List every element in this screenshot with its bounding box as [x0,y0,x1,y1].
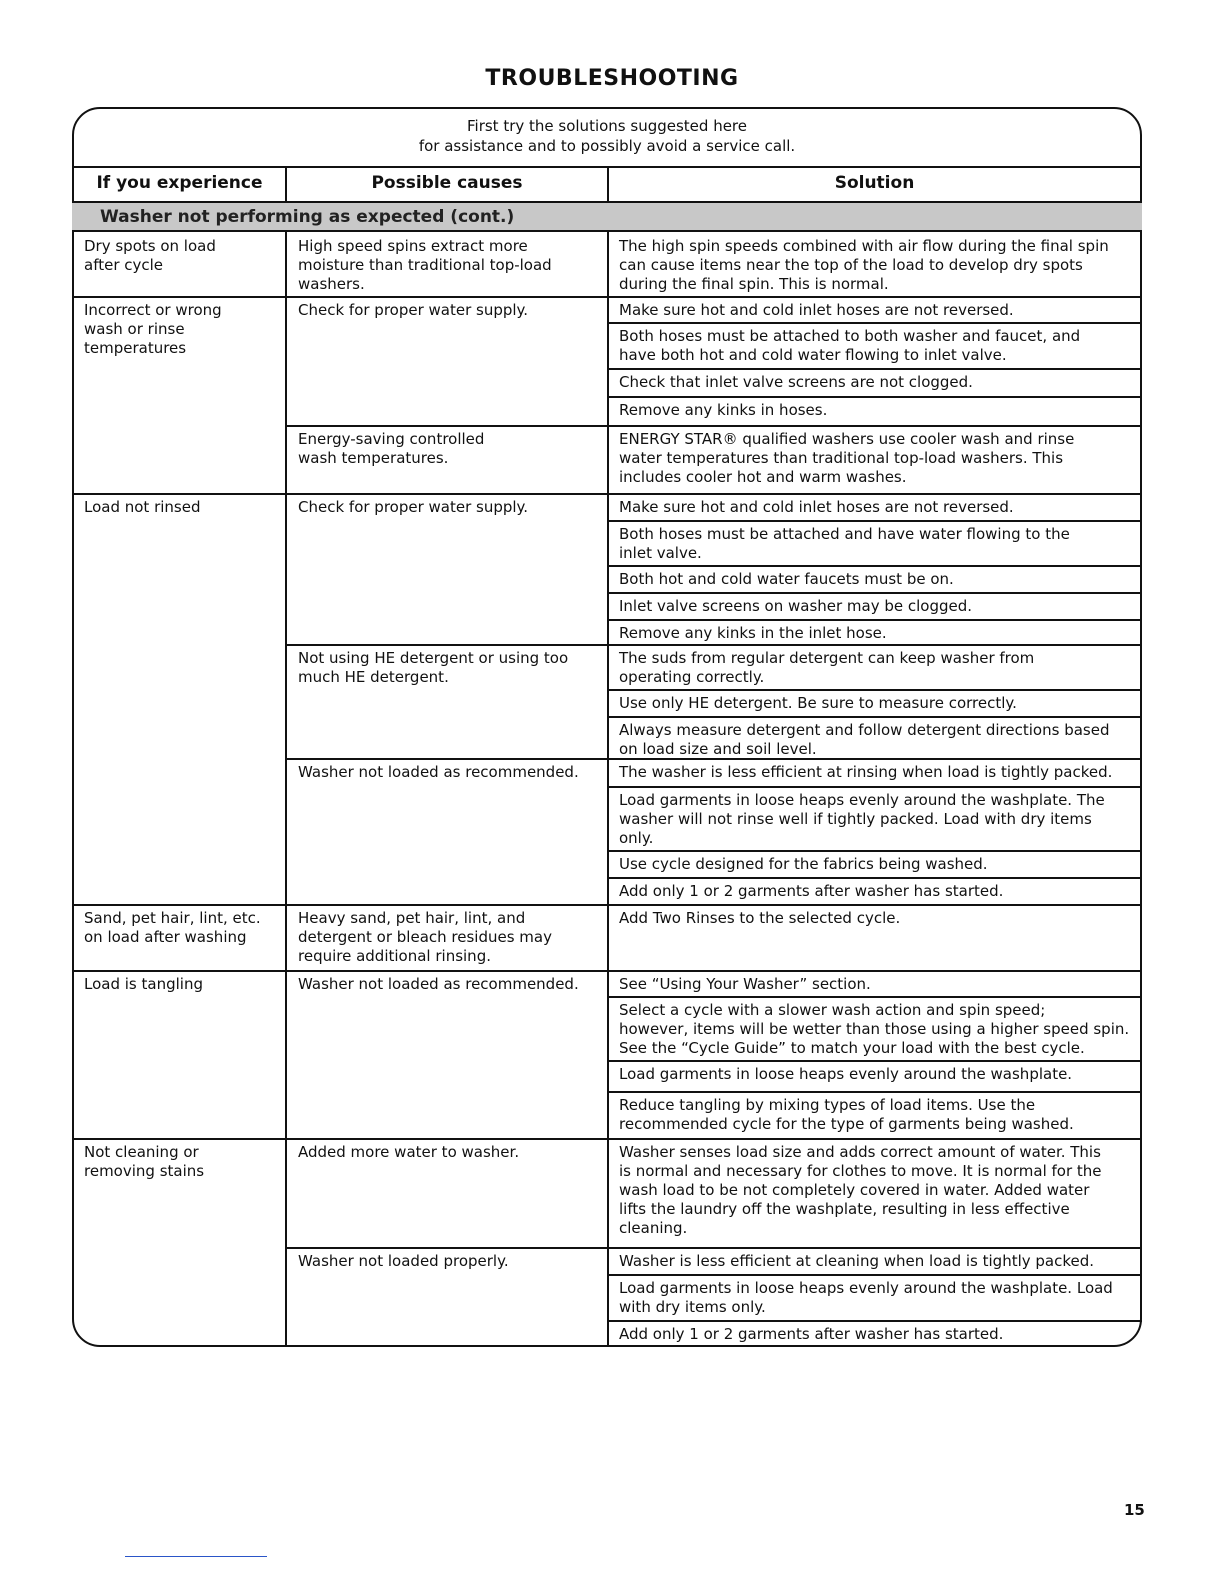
solution-cell [619,597,1139,616]
row-divider [607,786,1142,788]
solution-cell-line: wash load to be not completely covered in water. Added water [619,1181,1090,1199]
row-divider [607,1320,1142,1322]
solution-cell [619,401,1139,420]
possible-cause-cell-line: Washer not loaded as recommended. [298,763,579,781]
experience-cell-line: temperatures [84,339,187,357]
possible-cause-cell [298,1252,603,1271]
possible-cause-cell-line: require additional rinsing. [298,947,491,965]
possible-cause-cell-line: wash temperatures. [298,449,449,467]
section-bar [72,201,1142,232]
row-divider [72,970,1142,972]
column-divider [607,167,609,1347]
experience-cell-line: Dry spots on load [84,237,216,255]
possible-cause-cell-line: Energy-saving controlled [298,430,485,448]
solution-cell-line: with dry items only. [619,1298,766,1316]
solution-cell-line: however, items will be wetter than those using a higher speed spin. [619,1020,1130,1038]
column-divider [285,167,287,1347]
possible-cause-cell-line: washers. [298,275,365,293]
solution-cell-line: Use cycle designed for the fabrics being washed. [619,855,988,873]
header-possible-causes: Possible causes [371,173,523,193]
row-divider [607,1091,1142,1093]
solution-cell-line: Check that inlet valve screens are not clogged. [619,373,973,391]
solution-cell-line: Both hoses must be attached and have water flowing to the [619,525,1070,543]
row-divider [72,296,1142,298]
solution-cell [619,721,1139,759]
possible-cause-cell [298,649,603,687]
solution-cell-line: Washer is less efficient at cleaning when load is tightly packed. [619,1252,1095,1270]
solution-cell [619,327,1139,365]
experience-cell [84,498,280,517]
row-divider [72,1138,1142,1140]
experience-cell-line: wash or rinse [84,320,185,338]
solution-cell [619,1252,1139,1271]
solution-cell-line: water temperatures than traditional top-load washers. This [619,449,1064,467]
solution-cell [619,624,1139,643]
solution-cell [619,1279,1139,1317]
solution-cell-line: Always measure detergent and follow detergent directions based [619,721,1110,739]
possible-cause-cell [298,498,603,517]
possible-cause-cell-line: Washer not loaded properly. [298,1252,509,1270]
solution-cell-line: inlet valve. [619,544,702,562]
solution-cell [619,301,1139,320]
row-divider [607,368,1142,370]
solution-cell [619,1096,1139,1134]
row-divider [607,592,1142,594]
solution-cell-line: lifts the laundry off the washplate, resulting in less effective [619,1200,1070,1218]
possible-cause-cell-line: moisture than traditional top-load [298,256,552,274]
row-divider [607,322,1142,324]
row-divider [607,996,1142,998]
row-divider [607,716,1142,718]
solution-cell-line: Inlet valve screens on washer may be clogged. [619,597,973,615]
intro-line: for assistance and to possibly avoid a service call. [418,137,796,155]
solution-cell-line: Load garments in loose heaps evenly around the washplate. The [619,791,1105,809]
solution-cell-line: operating correctly. [619,668,765,686]
solution-cell [619,570,1139,589]
solution-cell [619,237,1139,294]
solution-cell [619,763,1139,782]
page-title: TROUBLESHOOTING [485,66,739,91]
solution-cell-line: Both hoses must be attached to both washer and faucet, and [619,327,1081,345]
intro-line: First try the solutions suggested here [466,117,747,135]
solution-cell [619,855,1139,874]
possible-cause-cell-line: detergent or bleach residues may [298,928,552,946]
intro-text [72,116,1142,156]
solution-cell-line: Make sure hot and cold inlet hoses are not reversed. [619,301,1014,319]
solution-cell-line: on load size and soil level. [619,740,817,758]
solution-cell [619,1325,1139,1344]
solution-cell-line: Make sure hot and cold inlet hoses are not reversed. [619,498,1014,516]
possible-cause-cell [298,430,603,468]
solution-cell-line: have both hot and cold water flowing to inlet valve. [619,346,1007,364]
solution-cell-line: Add Two Rinses to the selected cycle. [619,909,901,927]
solution-cell-line: recommended cycle for the type of garments being washed. [619,1115,1074,1133]
solution-cell [619,882,1139,901]
possible-cause-cell-line: Washer not loaded as recommended. [298,975,579,993]
solution-cell [619,1065,1139,1084]
possible-cause-cell-line: much HE detergent. [298,668,449,686]
solution-cell [619,525,1139,563]
possible-cause-cell-line: Check for proper water supply. [298,498,529,516]
solution-cell-line: The washer is less efficient at rinsing when load is tightly packed. [619,763,1113,781]
row-divider [72,493,1142,495]
solution-cell [619,373,1139,392]
solution-cell-line: See the “Cycle Guide” to match your load with the best cycle. [619,1039,1085,1057]
row-divider [607,396,1142,398]
row-divider [285,1247,1142,1249]
solution-cell-line: Add only 1 or 2 garments after washer has started. [619,1325,1004,1343]
row-divider [607,689,1142,691]
solution-cell-line: Washer senses load size and adds correct amount of water. This [619,1143,1101,1161]
solution-cell-line: Reduce tangling by mixing types of load items. Use the [619,1096,1036,1114]
solution-cell [619,975,1139,994]
solution-cell-line: Select a cycle with a slower wash action and spin speed; [619,1001,1046,1019]
row-divider [607,1060,1142,1062]
solution-cell-line: Remove any kinks in the inlet hose. [619,624,887,642]
solution-cell-line: Both hot and cold water faucets must be on. [619,570,954,588]
row-divider [607,877,1142,879]
row-divider [607,565,1142,567]
possible-cause-cell [298,763,603,782]
solution-cell-line: includes cooler hot and warm washes. [619,468,907,486]
row-divider [607,619,1142,621]
row-divider [607,850,1142,852]
experience-cell-line: on load after washing [84,928,247,946]
possible-cause-cell-line: Added more water to washer. [298,1143,520,1161]
section-title: Washer not performing as expected (cont.) [100,207,515,227]
possible-cause-cell [298,975,603,994]
solution-cell-line: Load garments in loose heaps evenly around the washplate. [619,1065,1073,1083]
experience-cell-line: Incorrect or wrong [84,301,222,319]
solution-cell-line: Remove any kinks in hoses. [619,401,828,419]
experience-cell-line: removing stains [84,1162,205,1180]
solution-cell [619,649,1139,687]
row-divider [285,644,1142,646]
row-divider [607,1274,1142,1276]
solution-cell [619,909,1139,928]
solution-cell-line: only. [619,829,654,847]
experience-cell [84,975,280,994]
solution-cell [619,498,1139,517]
possible-cause-cell [298,909,603,966]
possible-cause-cell-line: Not using HE detergent or using too [298,649,569,667]
solution-cell-line: The suds from regular detergent can keep washer from [619,649,1035,667]
header-solution: Solution [834,173,915,193]
solution-cell-line: Load garments in loose heaps evenly around the washplate. Load [619,1279,1113,1297]
solution-cell-line: can cause items near the top of the load to develop dry spots [619,256,1083,274]
solution-cell-line: See “Using Your Washer” section. [619,975,871,993]
header-if-you-experience: If you experience [96,173,263,193]
row-divider [607,520,1142,522]
experience-cell [84,237,280,275]
experience-cell-line: Not cleaning or [84,1143,199,1161]
solution-cell-line: washer will not rinse well if tightly packed. Load with dry items [619,810,1092,828]
row-divider [285,425,1142,427]
solution-cell [619,1001,1139,1058]
solution-cell [619,791,1139,848]
solution-cell-line: during the final spin. This is normal. [619,275,889,293]
solution-cell-line: cleaning. [619,1219,688,1237]
experience-cell-line: Load not rinsed [84,498,201,516]
solution-cell [619,430,1139,487]
experience-cell-line: Load is tangling [84,975,203,993]
experience-cell [84,1143,280,1181]
solution-cell-line: ENERGY STAR® qualified washers use cooler wash and rinse [619,430,1075,448]
experience-cell [84,301,280,358]
experience-cell-line: after cycle [84,256,164,274]
footer-rule [125,1556,267,1557]
experience-cell-line: Sand, pet hair, lint, etc. [84,909,261,927]
possible-cause-cell [298,1143,603,1162]
page-number: 15 [1124,1501,1145,1519]
possible-cause-cell-line: High speed spins extract more [298,237,528,255]
experience-cell [84,909,280,947]
solution-cell-line: The high spin speeds combined with air flow during the final spin [619,237,1109,255]
possible-cause-cell-line: Heavy sand, pet hair, lint, and [298,909,526,927]
solution-cell-line: is normal and necessary for clothes to move. It is normal for the [619,1162,1102,1180]
row-divider [72,904,1142,906]
row-divider [285,758,1142,760]
possible-cause-cell [298,301,603,320]
solution-cell [619,1143,1139,1238]
solution-cell-line: Use only HE detergent. Be sure to measure correctly. [619,694,1017,712]
solution-cell-line: Add only 1 or 2 garments after washer has started. [619,882,1004,900]
possible-cause-cell-line: Check for proper water supply. [298,301,529,319]
solution-cell [619,694,1139,713]
possible-cause-cell [298,237,603,294]
